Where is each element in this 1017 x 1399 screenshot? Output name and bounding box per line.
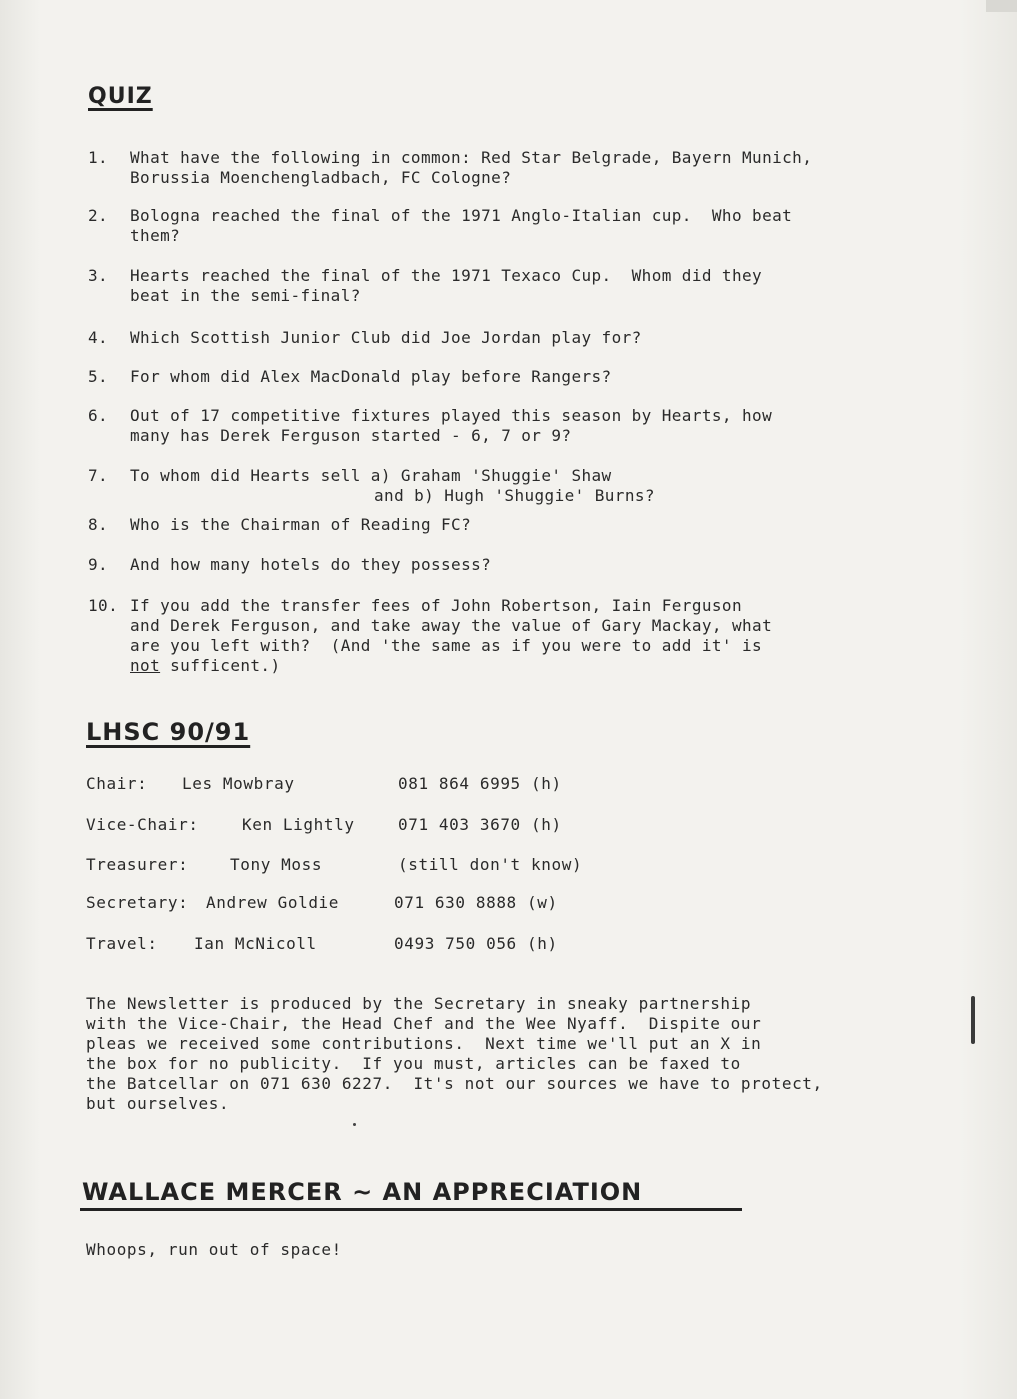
question-line: Out of 17 competitive fixtures played this season by Hearts, how xyxy=(130,406,773,425)
committee-phone: (still don't know) xyxy=(398,855,583,874)
question-number: 10. xyxy=(88,596,119,615)
question-line: Borussia Moenchengladbach, FC Cologne? xyxy=(130,168,512,187)
binder-mark xyxy=(971,996,975,1044)
question-line: Bologna reached the final of the 1971 Anglo-Italian cup. Who beat xyxy=(130,206,793,225)
committee-phone: 081 864 6995 (h) xyxy=(398,774,562,793)
question-line-last xyxy=(130,656,281,676)
question-line: are you left with? (And 'the same as if you were to add it' is xyxy=(130,636,763,655)
committee-role: Vice-Chair: xyxy=(86,815,199,834)
committee-heading: LHSC 90/91 xyxy=(86,718,251,746)
question-line: and Derek Ferguson, and take away the value of Gary Mackay, what xyxy=(130,616,773,635)
committee-name: Ken Lightly xyxy=(242,815,355,834)
question-line: and b) Hugh 'Shuggie' Burns? xyxy=(374,486,655,505)
question-line: them? xyxy=(130,226,181,245)
appreciation-text: Whoops, run out of space! xyxy=(86,1240,342,1259)
question-line: Which Scottish Junior Club did Joe Jordan play for? xyxy=(130,328,642,347)
question-line: many has Derek Ferguson started - 6, 7 or 9? xyxy=(130,426,572,445)
question-line: Hearts reached the final of the 1971 Texaco Cup. Whom did they xyxy=(130,266,763,285)
question-line: To whom did Hearts sell a) Graham 'Shuggie' Shaw xyxy=(130,466,612,485)
note-line: pleas we received some contributions. Next time we'll put an X in xyxy=(86,1034,762,1053)
note-line: but ourselves. xyxy=(86,1094,230,1113)
question-line: If you add the transfer fees of John Robertson, Iain Ferguson xyxy=(130,596,743,615)
appreciation-heading: WALLACE MERCER ~ AN APPRECIATION xyxy=(82,1178,643,1206)
question-line-rest: sufficent.) xyxy=(160,656,281,675)
newsletter-note xyxy=(86,994,966,1114)
question-number: 7. xyxy=(88,466,109,485)
note-line: with the Vice-Chair, the Head Chef and the Wee Nyaff. Dispite our xyxy=(86,1014,762,1033)
committee-name: Les Mowbray xyxy=(182,774,295,793)
committee-name: Andrew Goldie xyxy=(206,893,340,912)
question-line: For whom did Alex MacDonald play before Rangers? xyxy=(130,367,612,386)
question-number: 3. xyxy=(88,266,109,285)
committee-role: Treasurer: xyxy=(86,855,189,874)
question-number: 5. xyxy=(88,367,109,386)
underlined-word: not xyxy=(130,656,161,675)
note-line: The Newsletter is produced by the Secretary in sneaky partnership xyxy=(86,994,752,1013)
committee-role: Secretary: xyxy=(86,893,189,912)
committee-phone: 071 630 8888 (w) xyxy=(394,893,558,912)
question-line: And how many hotels do they possess? xyxy=(130,555,492,574)
question-number: 4. xyxy=(88,328,109,347)
question-number: 6. xyxy=(88,406,109,425)
committee-role: Chair: xyxy=(86,774,148,793)
committee-role: Travel: xyxy=(86,934,158,953)
committee-name: Tony Moss xyxy=(230,855,323,874)
heading-rule xyxy=(80,1208,742,1211)
committee-phone: 0493 750 056 (h) xyxy=(394,934,558,953)
question-line: beat in the semi-final? xyxy=(130,286,361,305)
page-corner xyxy=(986,0,1017,12)
question-number: 1. xyxy=(88,148,109,167)
question-line: What have the following in common: Red Star Belgrade, Bayern Munich, xyxy=(130,148,813,167)
note-line: the Batcellar on 071 630 6227. It's not our sources we have to protect, xyxy=(86,1074,823,1093)
committee-phone: 071 403 3670 (h) xyxy=(398,815,562,834)
note-line: the box for no publicity. If you must, articles can be faxed to xyxy=(86,1054,741,1073)
question-number: 9. xyxy=(88,555,109,574)
question-number: 8. xyxy=(88,515,109,534)
stray-mark xyxy=(353,1123,356,1126)
question-line: Who is the Chairman of Reading FC? xyxy=(130,515,472,534)
committee-name: Ian McNicoll xyxy=(194,934,317,953)
quiz-heading: QUIZ xyxy=(88,84,153,109)
question-number: 2. xyxy=(88,206,109,225)
quiz-question xyxy=(88,596,948,716)
